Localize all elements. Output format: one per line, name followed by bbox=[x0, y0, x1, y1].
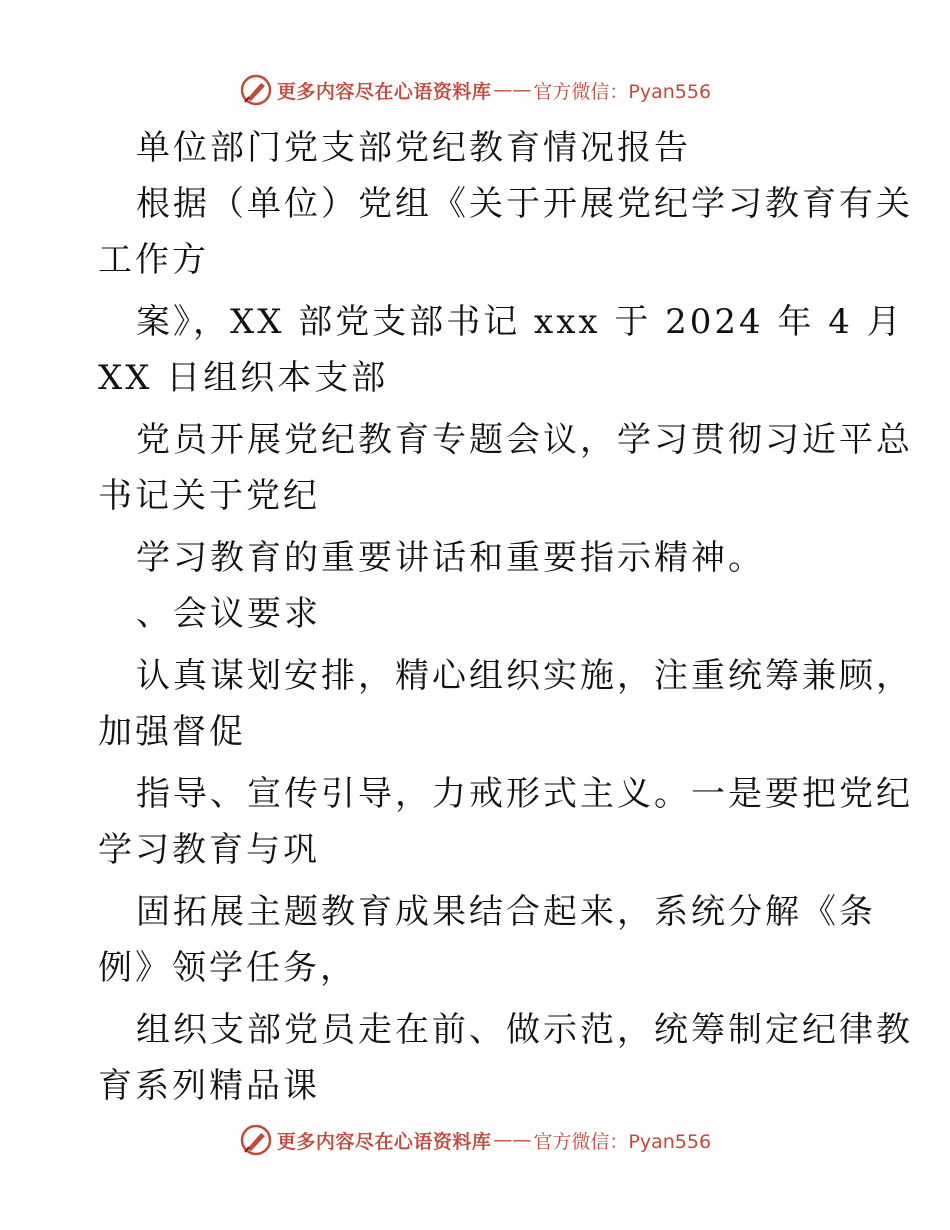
paragraph-line: 根据（单位）党组《关于开展党纪学习教育有关 bbox=[136, 184, 913, 224]
paragraph-line: 学习教育与巩 bbox=[98, 830, 320, 870]
watermark-separator: —— bbox=[493, 1129, 532, 1151]
watermark-brand-text: 更多内容尽在心语资料库 bbox=[276, 80, 492, 103]
section-heading: 、会议要求 bbox=[136, 594, 321, 634]
watermark-brand-text: 更多内容尽在心语资料库 bbox=[276, 1130, 492, 1153]
paragraph-line: 工作方 bbox=[98, 240, 209, 280]
pen-logo-icon bbox=[239, 73, 273, 107]
paragraph-line: 例》领学任务， bbox=[98, 948, 357, 988]
watermark-wechat-text: 官方微信：Pyan556 bbox=[533, 80, 712, 103]
paragraph-line: 指导、宣传引导，力戒形式主义。一是要把党纪 bbox=[136, 774, 913, 814]
paragraph-line: 学习教育的重要讲话和重要指示精神。 bbox=[136, 538, 765, 578]
watermark-wechat-text: 官方微信：Pyan556 bbox=[533, 1130, 712, 1153]
paragraph-line: 固拓展主题教育成果结合起来，系统分解《条 bbox=[136, 892, 876, 932]
watermark-separator: —— bbox=[493, 79, 532, 101]
paragraph-line: 书记关于党纪 bbox=[98, 476, 320, 516]
paragraph-line: 认真谋划安排，精心组织实施，注重统筹兼顾， bbox=[136, 656, 913, 696]
document-title: 单位部门党支部党纪教育情况报告 bbox=[136, 128, 691, 168]
paragraph-line: 加强督促 bbox=[98, 712, 246, 752]
paragraph-line: 育系列精品课 bbox=[98, 1066, 320, 1106]
pen-logo-icon bbox=[239, 1123, 273, 1157]
paragraph-line: XX 日组织本支部 bbox=[98, 358, 389, 398]
paragraph-line: 案》，XX 部党支部书记 xxx 于 2024 年 4 月 bbox=[136, 302, 904, 342]
paragraph-line: 组织支部党员走在前、做示范，统筹制定纪律教 bbox=[136, 1010, 913, 1050]
document-body bbox=[98, 120, 913, 1114]
footer-watermark bbox=[0, 1120, 950, 1160]
paragraph-line: 党员开展党纪教育专题会议，学习贯彻习近平总 bbox=[136, 420, 913, 460]
header-watermark bbox=[0, 70, 950, 110]
